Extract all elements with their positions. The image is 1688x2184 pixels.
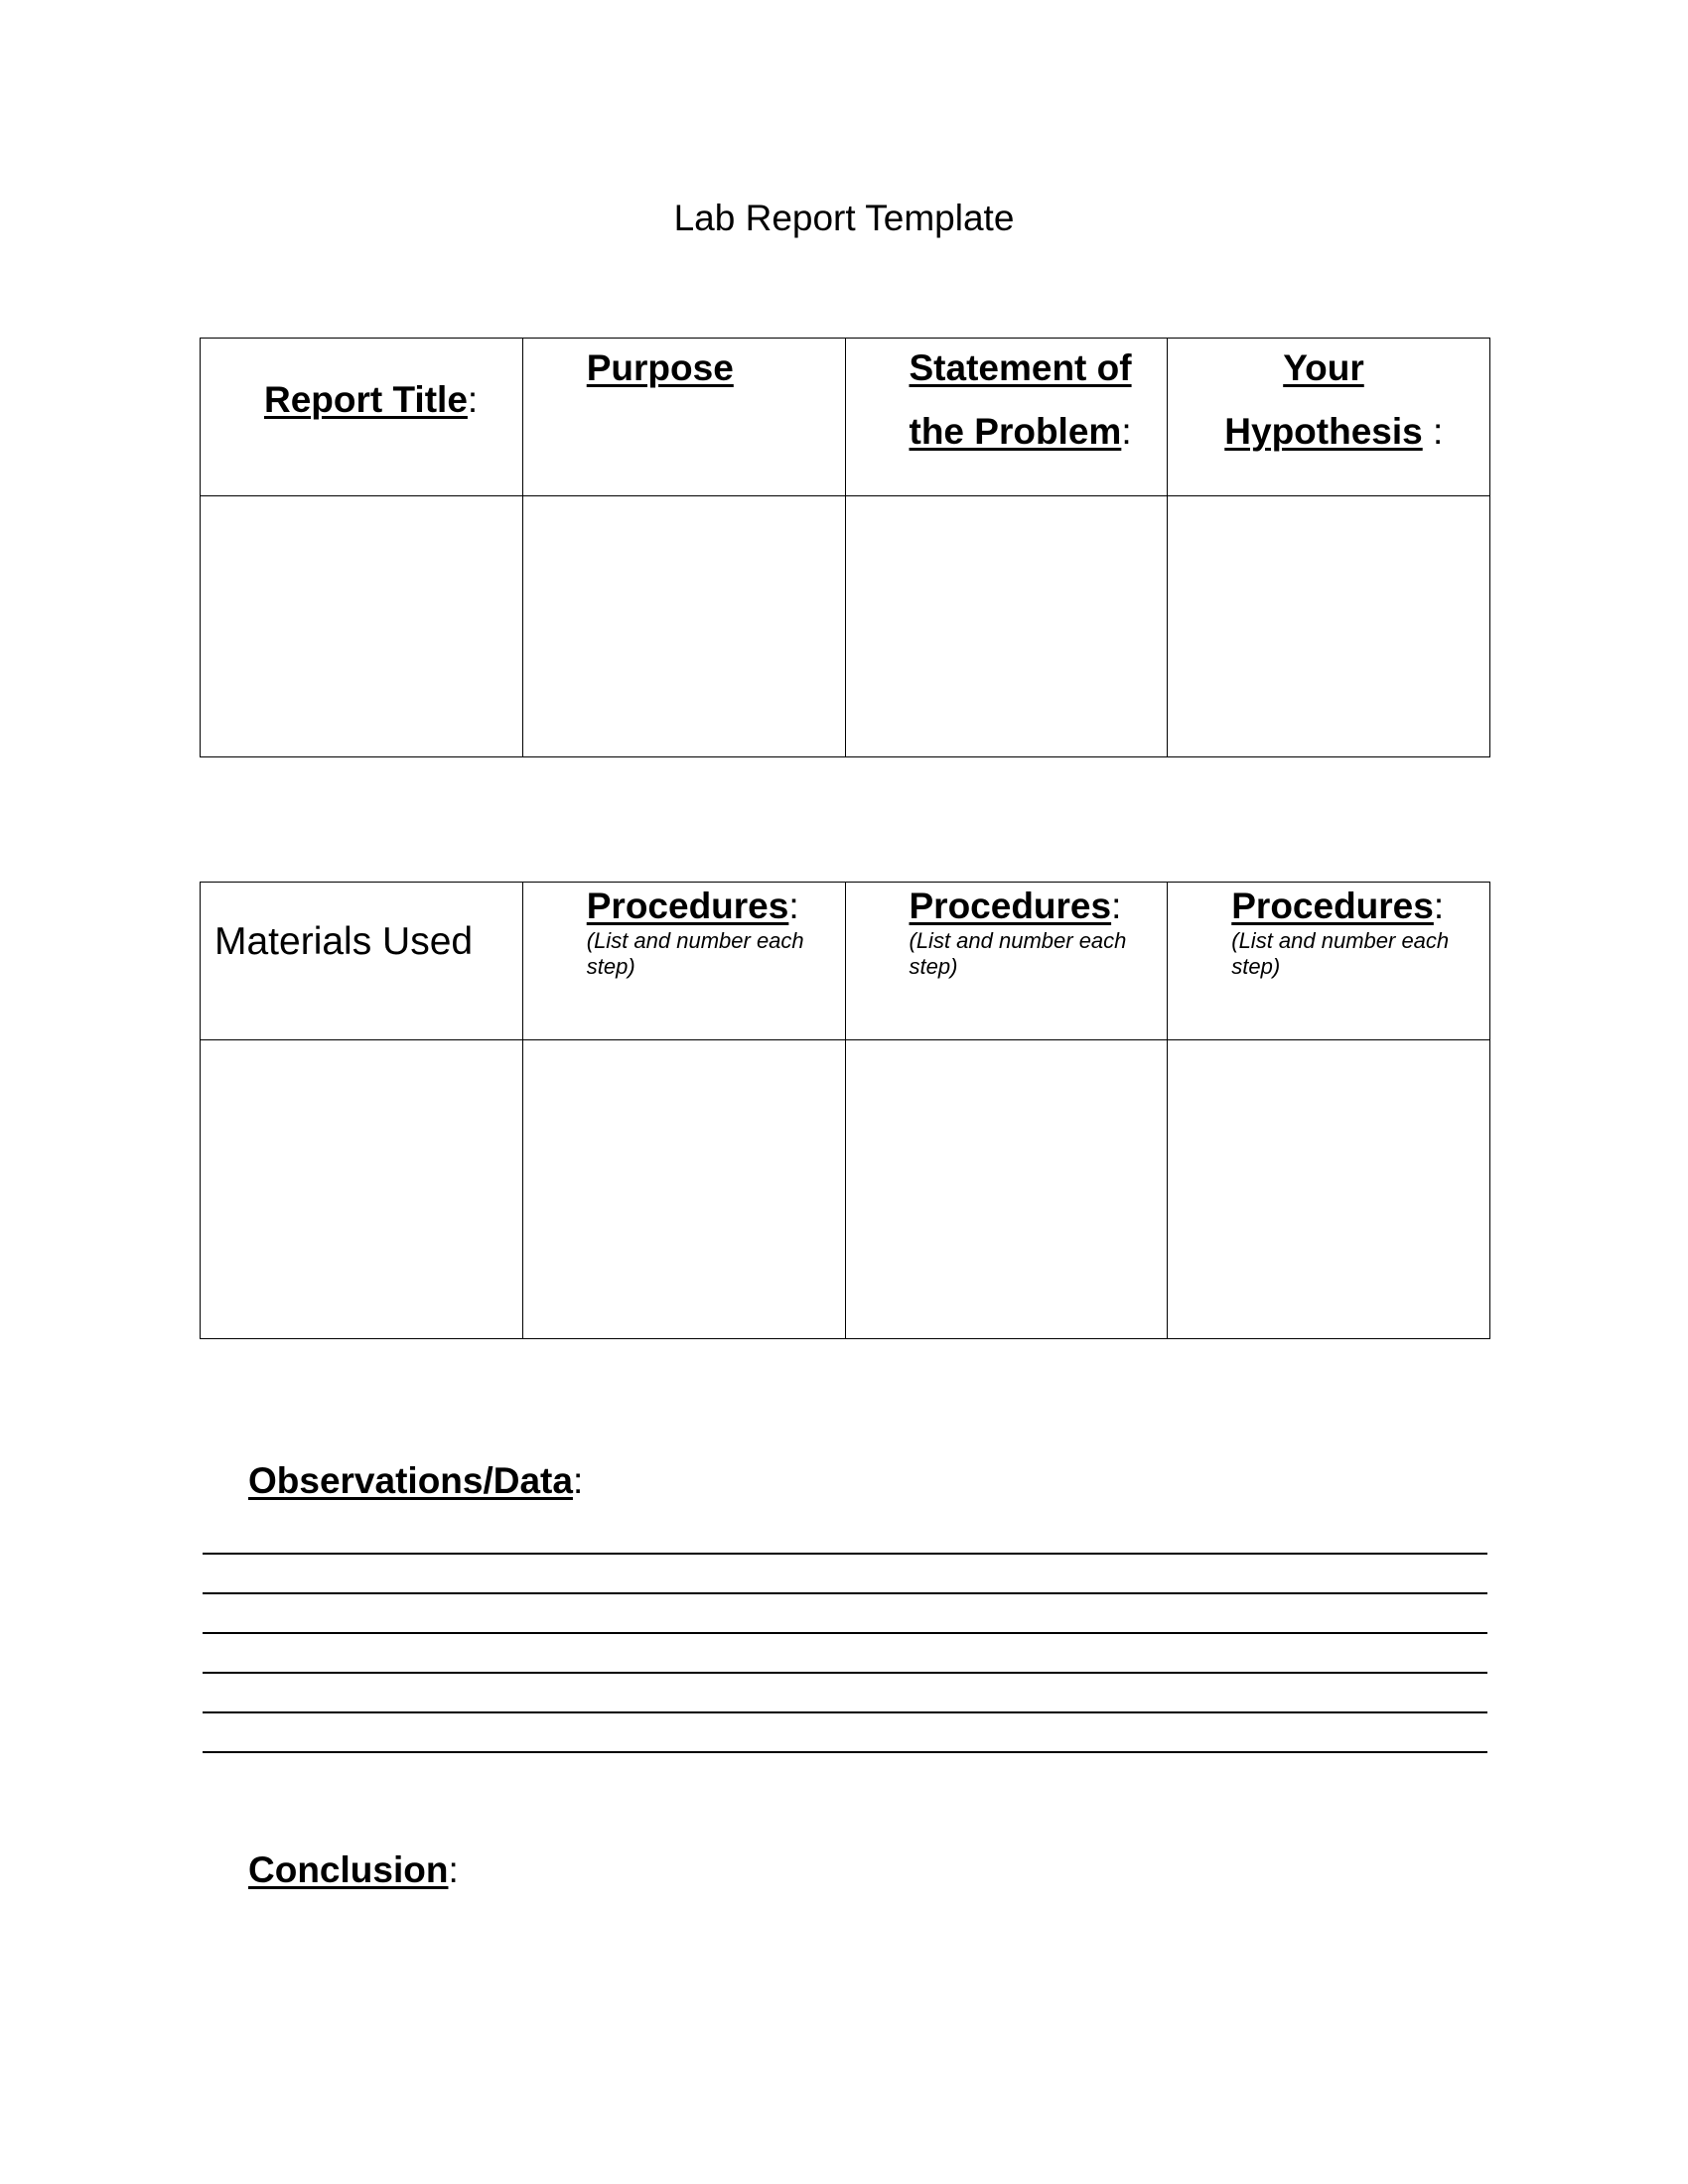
materials-label: Materials Used [214, 920, 474, 963]
procedures-label: Procedures [1231, 886, 1434, 926]
procedures-note: (List and number each step) [1231, 928, 1450, 979]
observation-line[interactable] [203, 1672, 1487, 1674]
purpose-label: Purpose [586, 347, 734, 388]
colon: : [1121, 411, 1132, 452]
colon: : [1432, 411, 1444, 452]
procedures-entry-cell-2[interactable] [845, 1040, 1168, 1339]
procedures-entry-cell-3[interactable] [1168, 1040, 1490, 1339]
conclusion-heading [248, 1848, 459, 1892]
observations-label: Observations/Data [248, 1460, 573, 1501]
report-overview-table [200, 338, 1490, 757]
procedures-header-cell-3 [1168, 883, 1490, 1040]
table-body-row [201, 1040, 1490, 1339]
statement-header-cell [845, 339, 1168, 496]
observation-line[interactable] [203, 1592, 1487, 1594]
hypothesis-entry-cell[interactable] [1168, 496, 1490, 757]
materials-header-cell [201, 883, 523, 1040]
colon: : [788, 886, 799, 926]
procedures-note: (List and number each step) [909, 928, 1127, 979]
procedures-note: (List and number each step) [586, 928, 804, 979]
report-title-entry-cell[interactable] [201, 496, 523, 757]
colon: : [467, 379, 479, 420]
document-title: Lab Report Template [673, 198, 1015, 238]
hypothesis-header-cell [1168, 339, 1490, 496]
hypothesis-label: Your Hypothesis [1224, 347, 1423, 452]
materials-procedures-table [200, 882, 1490, 1339]
report-title-header-cell [201, 339, 523, 496]
report-title-label: Report Title [264, 379, 468, 420]
procedures-label: Procedures [909, 886, 1112, 926]
colon: : [572, 1460, 584, 1501]
purpose-entry-cell[interactable] [522, 496, 845, 757]
statement-label: Statement of the Problem [909, 347, 1132, 452]
procedures-entry-cell-1[interactable] [522, 1040, 845, 1339]
table-header-row [201, 883, 1490, 1040]
colon: : [1111, 886, 1122, 926]
procedures-header-cell-2 [845, 883, 1168, 1040]
statement-entry-cell[interactable] [845, 496, 1168, 757]
table-header-row [201, 339, 1490, 496]
observations-heading [248, 1459, 583, 1503]
conclusion-label: Conclusion [248, 1849, 449, 1890]
observation-line[interactable] [203, 1751, 1487, 1753]
materials-entry-cell[interactable] [201, 1040, 523, 1339]
purpose-header-cell [522, 339, 845, 496]
observation-line[interactable] [203, 1553, 1487, 1555]
procedures-header-cell-1 [522, 883, 845, 1040]
observation-line[interactable] [203, 1711, 1487, 1713]
procedures-label: Procedures [586, 886, 789, 926]
colon: : [1433, 886, 1445, 926]
colon: : [448, 1849, 459, 1890]
table-body-row [201, 496, 1490, 757]
observation-line[interactable] [203, 1632, 1487, 1634]
